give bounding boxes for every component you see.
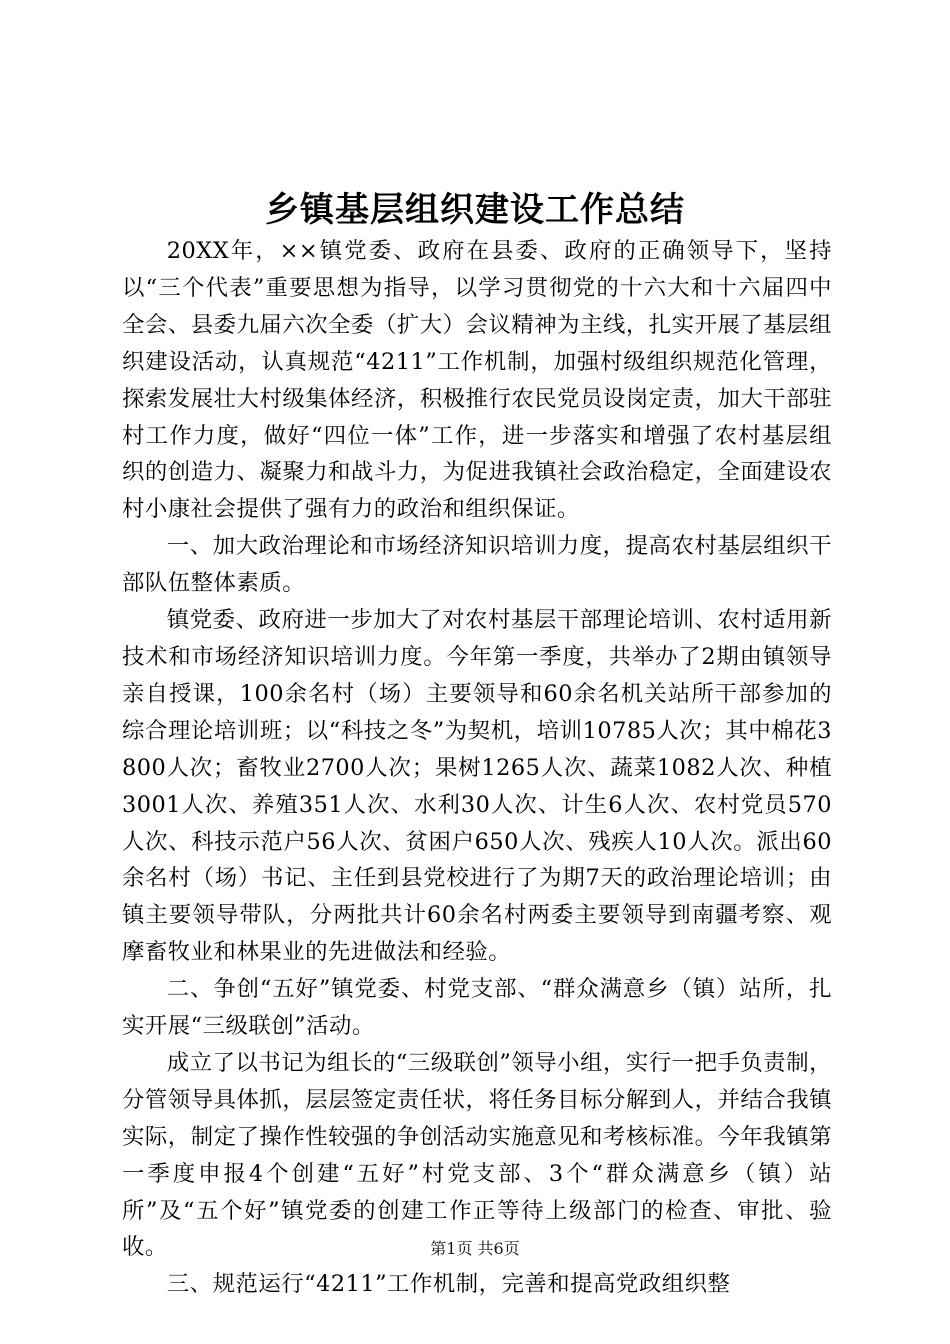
document-body (122, 233, 832, 1303)
section-heading-2: 二、争创“五好”镇党委、村党支部、“群众满意乡（镇）站所，扎实开展“三级联创”活动。 (122, 976, 832, 1040)
paragraph-training: 镇党委、政府进一步加大了对农村基层干部理论培训、农村适用新技术和市场经济知识培训力度。今年第一季度，共举办了2期由镇领导亲自授课，100余名村（场）主要领导和60余名机关站所干部参加的综合理论培训班；以“科技之冬”为契机，培训10785人次；其中棉花3800人次；畜牧业2700人次；果树1265人次、蔬菜1082人次、种植3001人次、养殖351人次、水利30人次、计生6人次、农村党员570人次、科技示范户56人次、贫困户650人次、残疾人10人次。派出60余名村（场）书记、主任到县党校进行了为期7天的政治理论培训；由镇主要领导带队，分两批共计60余名村两委主要领导到南疆考察、观摩畜牧业和林果业的先进做法和经验。 (122, 607, 832, 966)
section-heading-1: 一、加大政治理论和市场经济知识培训力度，提高农村基层组织干部队伍整体素质。 (122, 533, 832, 597)
section-heading-3: 三、规范运行“4211”工作机制，完善和提高党政组织整 (166, 1271, 731, 1298)
paragraph-three-level: 成立了以书记为组长的“三级联创”领导小组，实行一把手负责制，分管领导具体抓，层层签定责任状，将任务目标分解到人，并结合我镇实际，制定了操作性较强的争创活动实施意见和考核标准。今年我镇第一季度申报4个创建“五好”村党支部、3个“群众满意乡（镇）站所”及“五个好”镇党委的创建工作正等待上级部门的检查、审批、验收。 (122, 1049, 832, 1261)
paragraph-intro: 20XX年，××镇党委、政府在县委、政府的正确领导下，坚持以“三个代表”重要思想为指导，以学习贯彻党的十六大和十六届四中全会、县委九届六次全委（扩大）会议精神为主线，扎实开展了基层组织建设活动，认真规范“4211”工作机制，加强村级组织规范化管理，探索发展壮大村级集体经济，积极推行农民党员设岗定责，加大干部驻村工作力度，做好“四位一体”工作，进一步落实和增强了农村基层组织的创造力、凝聚力和战斗力，为促进我镇社会政治稳定，全面建设农村小康社会提供了强有力的政治和组织保证。 (122, 238, 832, 523)
document-title: 乡镇基层组织建设工作总结 (265, 190, 685, 230)
page-number-footer: 第1页 共6页 (430, 1239, 520, 1258)
